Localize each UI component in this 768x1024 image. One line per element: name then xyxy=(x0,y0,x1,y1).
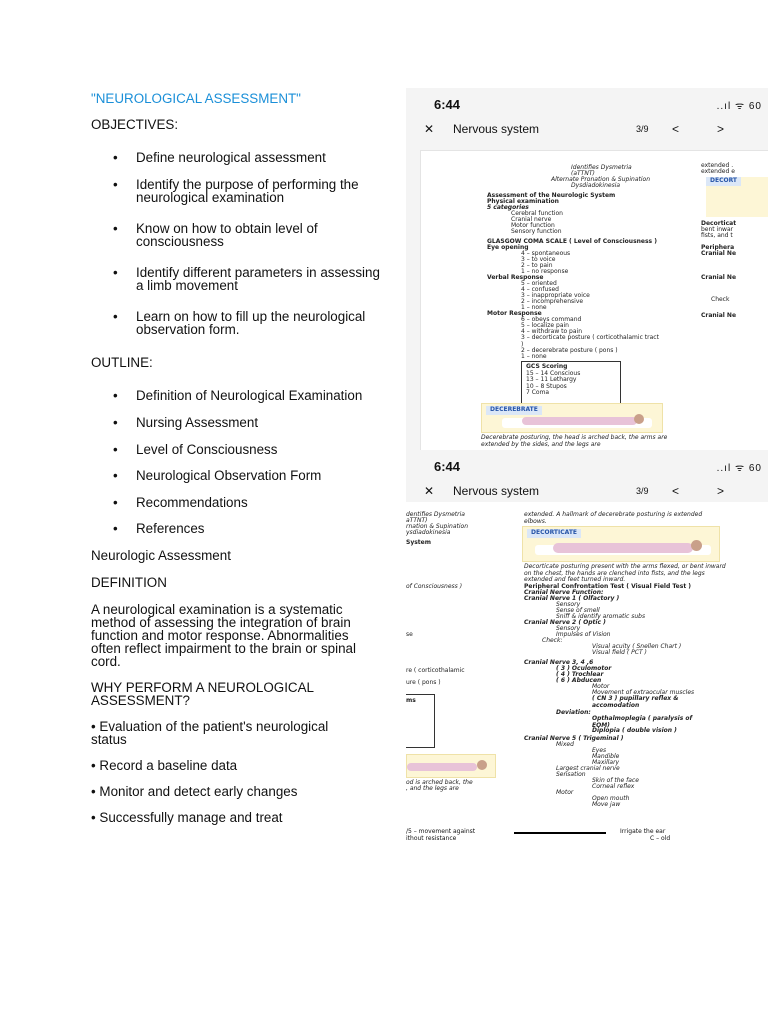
page-line: Cranial nerve xyxy=(511,216,552,223)
page-line: Dysdiadokinesia xyxy=(571,182,621,189)
gcs-line: 13 – 11 Lethargy xyxy=(526,376,577,384)
page-line: 5 – oriented xyxy=(521,280,557,287)
page-line: , and the legs are xyxy=(406,785,459,792)
list-item: • References xyxy=(91,522,391,535)
viewer-title: Nervous system xyxy=(453,484,540,498)
page-line: Motor xyxy=(556,789,574,796)
list-item: • Identify the purpose of performing the neurological examination xyxy=(91,178,391,204)
page-line: Sensory function xyxy=(511,228,562,235)
list-item: • Nursing Assessment xyxy=(91,416,391,429)
page-line: Verbal Response xyxy=(487,274,544,281)
page-line: ms xyxy=(406,697,416,704)
page-line: Cerebral function xyxy=(511,210,563,217)
page-line: C – old xyxy=(650,835,671,842)
page-line: Open mouth xyxy=(592,795,630,802)
page-line: Cranial Nerve 1 ( Olfactory ) xyxy=(524,595,620,602)
page-line: (aTTNT) xyxy=(571,170,595,177)
page-line: Sensory xyxy=(556,625,581,632)
page-line: se xyxy=(406,631,413,638)
patient-head-shape xyxy=(477,760,487,770)
page-line: 4 – confused xyxy=(521,286,559,293)
page-line: Peripheral Confrontation Test ( Visual Field Test ) xyxy=(524,583,692,590)
page-line: Decorticat xyxy=(701,220,737,227)
why-item: • Successfully manage and treat xyxy=(91,810,283,825)
page-line: Cranial Ne xyxy=(701,250,737,257)
page-line: fists, and t xyxy=(701,232,733,239)
page-line: rnation & Supination xyxy=(406,523,468,530)
chevron-right-icon[interactable]: > xyxy=(717,484,725,498)
page-counter: 3/9 xyxy=(636,124,649,134)
status-time: 6:44 xyxy=(434,459,461,474)
viewer-title: Nervous system xyxy=(453,122,540,136)
page-line: 2 – to pain xyxy=(521,262,553,269)
patient-body-shape xyxy=(407,763,477,771)
page-line: of Consciousness ) xyxy=(406,583,463,590)
section-title: Neurologic Assessment xyxy=(91,548,231,563)
page-line: re ( corticothalamic xyxy=(406,667,465,674)
status-time: 6:44 xyxy=(434,97,461,112)
page-line: 3 – to voice xyxy=(521,256,556,263)
chevron-left-icon[interactable]: < xyxy=(672,484,680,498)
chevron-right-icon[interactable]: > xyxy=(717,122,725,136)
patient-head-shape xyxy=(691,540,702,551)
page-line: Movement of extraocular muscles xyxy=(592,689,695,696)
page-footer-right xyxy=(620,828,670,842)
chevron-left-icon[interactable]: < xyxy=(672,122,680,136)
document-title: "NEUROLOGICAL ASSESSMENT" xyxy=(91,91,301,106)
page-line: Motor Response xyxy=(487,310,542,317)
why-item: • Monitor and detect early changes xyxy=(91,784,298,799)
page-line: ure ( pons ) xyxy=(406,679,441,686)
page-line: Maxillary xyxy=(592,759,620,766)
why-heading: WHY PERFORM A NEUROLOGICAL ASSESSMENT? xyxy=(91,680,314,708)
page-line: Identifies Dysmetria xyxy=(571,164,632,171)
list-item: • Know on how to obtain level of consciousness xyxy=(91,222,391,248)
posture-badge: DECORTICATE xyxy=(527,529,581,538)
page-line: 5 – localize pain xyxy=(521,322,569,329)
definition-heading: DEFINITION xyxy=(91,575,167,590)
page-line: 1 – none xyxy=(521,353,547,360)
page-counter: 3/9 xyxy=(636,486,649,496)
list-item: • Define neurological assessment xyxy=(91,151,391,164)
why-item: • Record a baseline data xyxy=(91,758,238,773)
page-line: Mandible xyxy=(592,753,620,760)
patient-head-shape xyxy=(634,414,644,424)
gcs-line: 15 – 14 Conscious xyxy=(526,369,581,377)
close-icon[interactable]: ✕ xyxy=(424,484,435,498)
page-line: Move jaw xyxy=(592,801,621,808)
posture-badge: DECEREBRATE xyxy=(486,406,542,415)
list-item: • Recommendations xyxy=(91,496,391,509)
page-line: Deviation: xyxy=(556,709,591,716)
page-line: extended. A hallmark of decerebrate posturing is extended elbows. xyxy=(524,511,703,525)
list-item: • Level of Consciousness xyxy=(91,443,391,456)
page-line: ( 6 ) Abducen xyxy=(556,677,602,684)
objectives-list xyxy=(91,151,391,336)
page-line: Opthalmoplegia ( paralysis of EOM) xyxy=(592,715,693,729)
page-line: Cranial Ne xyxy=(701,312,737,319)
posture-badge: DECORT xyxy=(706,177,741,186)
page-line: Sense of smell xyxy=(556,607,600,614)
page-line: bent inwar xyxy=(701,226,734,233)
patient-body-shape xyxy=(522,417,637,425)
page-line: ( 3 ) Oculomotor xyxy=(556,665,612,672)
page-line: extended e xyxy=(701,168,735,175)
page-line: Cranial Nerve 5 ( Trigeminal ) xyxy=(524,735,624,742)
page-line: dentifies Dysmetria xyxy=(406,511,465,518)
page-line: 2 – decerebrate posture ( pons ) xyxy=(521,347,618,354)
page-line: Visual acuity ( Snellen Chart ) xyxy=(592,643,682,650)
embedded-screenshots xyxy=(406,88,768,848)
page-line: 4 – spontaneous xyxy=(521,250,571,257)
decerebrate-illustration xyxy=(481,403,663,433)
page-line: Skin of the face xyxy=(592,777,639,784)
page-line: Cranial Ne xyxy=(701,274,737,281)
document-page xyxy=(420,150,768,452)
page-line: Sensory xyxy=(556,601,581,608)
page-line: ( CN 3 ) pupillary reflex & accomodation xyxy=(592,695,679,709)
page-line: GLASGOW COMA SCALE ( Level of Consciousness ) xyxy=(487,238,657,245)
page-line: Eyes xyxy=(592,747,607,754)
status-icons: ..ıl ᯤ 60 xyxy=(716,463,762,474)
objectives-heading: OBJECTIVES: xyxy=(91,117,179,132)
page-line: 4 – withdraw to pain xyxy=(521,328,583,335)
decorticate-illustration xyxy=(706,177,768,217)
page-line: Check: xyxy=(542,637,563,644)
page-line: Periphera xyxy=(701,244,735,251)
page-line: Largest cranial nerve xyxy=(556,765,620,772)
page-line: /5 – movement against xyxy=(406,828,476,835)
page-line: 3 – decorticate posture ( corticothalamic tract ) xyxy=(521,334,659,348)
page-line: ysdiadokinesia xyxy=(406,529,451,536)
page-line: 6 – obeys command xyxy=(521,316,582,323)
page-line: Corneal reflex xyxy=(592,783,635,790)
decorticate-illustration xyxy=(522,526,720,562)
page-line: Irrigate the ear xyxy=(620,828,666,835)
page-line: Motor xyxy=(592,683,610,690)
page-line: od is arched back, the xyxy=(406,779,473,786)
page-line: Cranial Nerve Function: xyxy=(524,589,604,596)
gcs-scoring-box xyxy=(521,361,621,405)
page-line: ( 4 ) Trochlear xyxy=(556,671,604,678)
gcs-line: GCS Scoring xyxy=(526,363,568,370)
page-line: Diplopia ( double vision ) xyxy=(592,727,677,734)
gcs-line: 10 – 8 Stupos xyxy=(526,382,567,390)
page-line: 5 categories xyxy=(487,204,529,211)
page-line: Visual field ( PCT ) xyxy=(592,649,647,656)
page-line: 1 – no response xyxy=(521,268,569,275)
close-icon[interactable]: ✕ xyxy=(424,122,435,136)
document-page xyxy=(406,508,768,808)
outline-heading: OUTLINE: xyxy=(91,355,153,370)
why-item: • Evaluation of the patient's neurological status xyxy=(91,719,329,747)
page-line: Cranial Nerve 3, 4 ,6 xyxy=(524,659,594,666)
page-line: Cranial Nerve 2 ( Optic ) xyxy=(524,619,606,626)
page-line: 3 – inappropriate voice xyxy=(521,292,590,299)
page-line: aTTNT) xyxy=(406,517,428,524)
page-line: Check xyxy=(711,296,730,303)
page-line: extended . xyxy=(701,162,734,169)
list-item: • Definition of Neurological Examination xyxy=(91,389,391,402)
page-line: 2 – incomprehensive xyxy=(521,298,584,305)
page-line: Motor function xyxy=(511,222,555,229)
decerebrate-illustration xyxy=(406,754,496,778)
figure-caption: Decerebrate posturing, the head is arched back, the arms are extended by the sides, and the legs are xyxy=(481,434,668,448)
list-item: • Learn on how to fill up the neurological observation form. xyxy=(91,310,391,336)
page-line: Eye opening xyxy=(487,244,529,251)
patient-body-shape xyxy=(553,543,693,553)
page-line: Sensation xyxy=(556,771,586,778)
page-line: System xyxy=(406,539,431,546)
page-line: Decorticate posturing present with the arms flexed, or bent inward on the chest, the hands are clenched into fists, and the legs extended and feet turned inward. xyxy=(524,563,726,584)
page-line: Impulses of Vision xyxy=(556,631,611,638)
viewer-toolbar xyxy=(406,118,768,144)
viewer-toolbar xyxy=(406,480,768,506)
list-item: • Identify different parameters in assessing a limb movement xyxy=(91,266,391,292)
page-line: Physical examination xyxy=(487,198,559,205)
list-item: • Neurological Observation Form xyxy=(91,469,391,482)
page-line: Assessment of the Neurologic System xyxy=(487,192,616,199)
page-footer-left xyxy=(406,828,475,842)
page-line: Mixed xyxy=(556,741,574,748)
gcs-line: 7 Coma xyxy=(526,389,550,397)
phone-screenshot-1 xyxy=(406,88,768,450)
document-text-column xyxy=(91,92,391,824)
divider xyxy=(514,832,606,834)
outline-list xyxy=(91,389,391,535)
phone-screenshot-2 xyxy=(406,450,768,848)
page-line: Sniff & identify aromatic subs xyxy=(556,613,646,620)
page-line: ithout resistance xyxy=(406,835,457,842)
definition-paragraph: A neurological examination is a systematic method of assessing the integration of brain function and motor response. Abnormalities often reflect impairment to the brain or spinal cord. xyxy=(91,602,356,669)
status-icons: ..ıl ᯤ 60 xyxy=(716,101,762,112)
page-line: Alternate Pronation & Supination xyxy=(551,176,650,183)
page-line: 1 – none xyxy=(521,304,547,311)
